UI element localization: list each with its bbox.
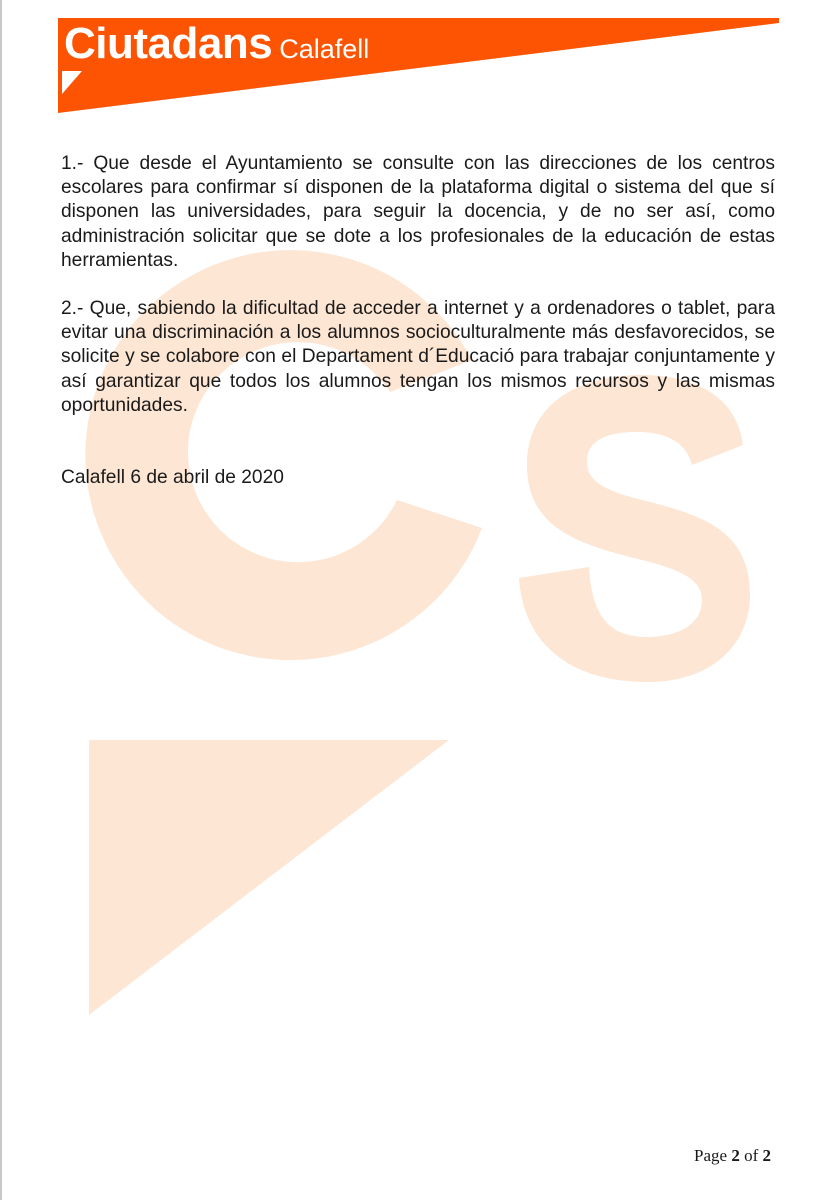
brand-location: Calafell <box>279 34 370 64</box>
triangle-watermark-shape <box>89 740 449 1015</box>
page-word: Page <box>694 1146 728 1165</box>
page-counter <box>694 1146 771 1166</box>
of-word: of <box>744 1146 759 1165</box>
current-page-number: 2 <box>731 1146 740 1165</box>
paragraph-1: 1.- Que desde el Ayuntamiento se consulte con las direcciones de los centros escolares para confirmar sí disponen de la plataforma digital o sistema del que sí disponen las universidades, para seguir la docencia, y de no ser así, como administración solicitar que se dote a los profesionales de la educación de estas herramientas. <box>61 153 775 271</box>
date-line: Calafell 6 de abril de 2020 <box>61 467 284 488</box>
brand-name: Ciutadans <box>64 19 273 68</box>
brand-logo <box>64 19 370 68</box>
document-body <box>61 152 775 442</box>
paragraph-2: 2.- Que, sabiendo la dificultad de acceder a internet y a ordenadores o tablet, para evitar una discriminación a los alumnos socioculturalmente más desfavorecidos, se solicite y se colabore con el Departament d´Educació para trabajar conjuntamente y así garantizar que todos los alumnos tengan los mismos recursos y las mismas oportunidades. <box>61 298 775 416</box>
total-pages-number: 2 <box>762 1146 771 1165</box>
